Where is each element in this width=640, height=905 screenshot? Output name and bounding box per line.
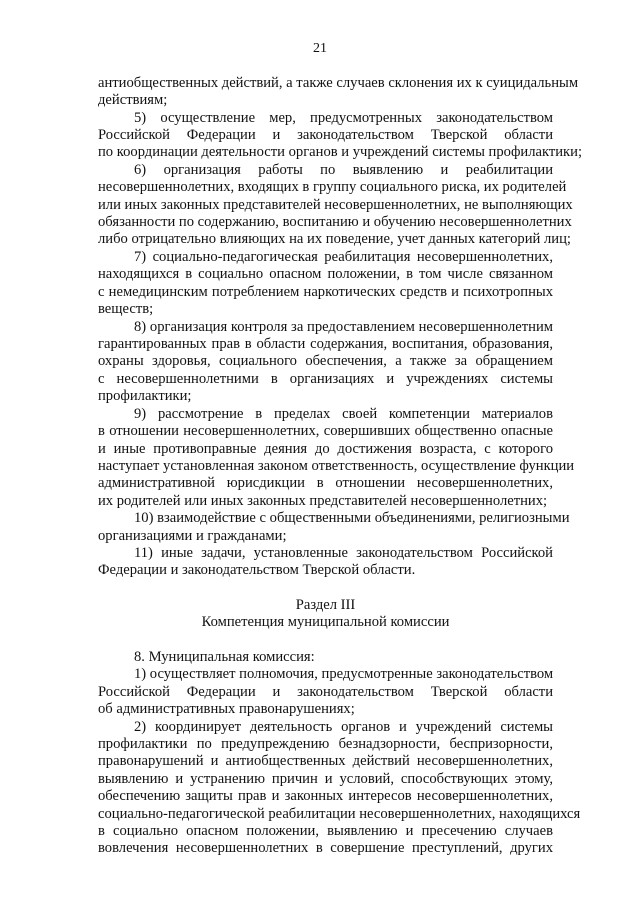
- text-line: 2) координирует деятельность органов и учреждений системы: [134, 719, 553, 735]
- text-line: 9) рассмотрение в пределах своей компетенции материалов: [134, 406, 553, 422]
- text-line: социально-педагогической реабилитации несовершеннолетних, находящихся: [98, 806, 581, 822]
- text-line: и иные противоправные деяния до достижения возраста, с которого: [98, 441, 553, 457]
- text-line: наступает установленная законом ответственность, осуществление функции: [98, 458, 575, 474]
- text-line: либо отрицательно влияющих на их поведение, учет данных категорий лиц;: [98, 231, 571, 247]
- text-line: обязанности по содержанию, воспитанию и обучению несовершеннолетних: [98, 214, 572, 230]
- text-line: действиям;: [98, 92, 168, 108]
- text-line: их родителей или иных законных представителей несовершеннолетних;: [98, 493, 548, 509]
- section-title: Компетенция муниципальной комиссии: [201, 614, 450, 630]
- text-line: Российской Федерации и законодательством Тверской области: [98, 684, 553, 700]
- page-number: 21: [313, 41, 327, 56]
- text-line: по координации деятельности органов и учреждений системы профилактики;: [98, 144, 583, 160]
- text-line: находящихся в социально опасном положении, в том числе связанном: [98, 266, 553, 282]
- text-line: несовершеннолетних, входящих в группу социального риска, их родителей: [98, 179, 567, 195]
- text-line: или иных законных представителей несовершеннолетних, не выполняющих: [98, 197, 573, 213]
- text-line: веществ;: [98, 301, 154, 317]
- text-line: с несовершеннолетними в организациях и учреждениях системы: [98, 371, 553, 387]
- text-line: правонарушений и антиобщественных действий несовершеннолетних,: [98, 753, 553, 769]
- text-line: профилактики по предупреждению безнадзорности, беспризорности,: [98, 736, 553, 752]
- text-line: в отношении несовершеннолетних, совершивших общественно опасные: [98, 423, 553, 439]
- text-line: выявлению и устранению причин и условий, способствующих этому,: [98, 771, 553, 787]
- text-line: 8) организация контроля за предоставлением несовершеннолетним: [134, 319, 553, 335]
- text-line: вовлечения несовершеннолетних в совершение преступлений, других: [98, 840, 553, 856]
- text-line: 5) осуществление мер, предусмотренных законодательством: [134, 110, 553, 126]
- text-line: организациями и гражданами;: [98, 528, 287, 544]
- text-line: 10) взаимодействие с общественными объединениями, религиозными: [134, 510, 570, 526]
- text-line: Российской Федерации и законодательством Тверской области: [98, 127, 553, 143]
- text-line: профилактики;: [98, 388, 192, 404]
- text-line: охраны здоровья, социального обеспечения, а также за обращением: [98, 353, 553, 369]
- text-line: административной юрисдикции в отношении несовершеннолетних,: [98, 475, 553, 491]
- text-line: в социально опасном положении, выявлению и пресечению случаев: [98, 823, 553, 839]
- text-line: обеспечению защиты прав и законных интересов несовершеннолетних,: [98, 788, 553, 804]
- text-line: Федерации и законодательством Тверской области.: [98, 562, 416, 578]
- text-line: 8. Муниципальная комиссия:: [134, 649, 315, 665]
- text-line: с немедицинским потреблением наркотических средств и психотропных: [98, 284, 553, 300]
- text-line: 7) социально-педагогическая реабилитация несовершеннолетних,: [134, 249, 553, 265]
- text-line: 1) осуществляет полномочия, предусмотренные законодательством: [134, 666, 554, 682]
- text-line: об административных правонарушениях;: [98, 701, 355, 717]
- text-line: 6) организация работы по выявлению и реабилитации: [134, 162, 553, 178]
- text-line: 11) иные задачи, установленные законодательством Российской: [134, 545, 553, 561]
- text-line: антиобщественных действий, а также случаев склонения их к суицидальным: [98, 75, 579, 91]
- text-line: гарантированных прав в области содержания, воспитания, образования,: [98, 336, 553, 352]
- section-heading: Раздел III: [295, 597, 356, 613]
